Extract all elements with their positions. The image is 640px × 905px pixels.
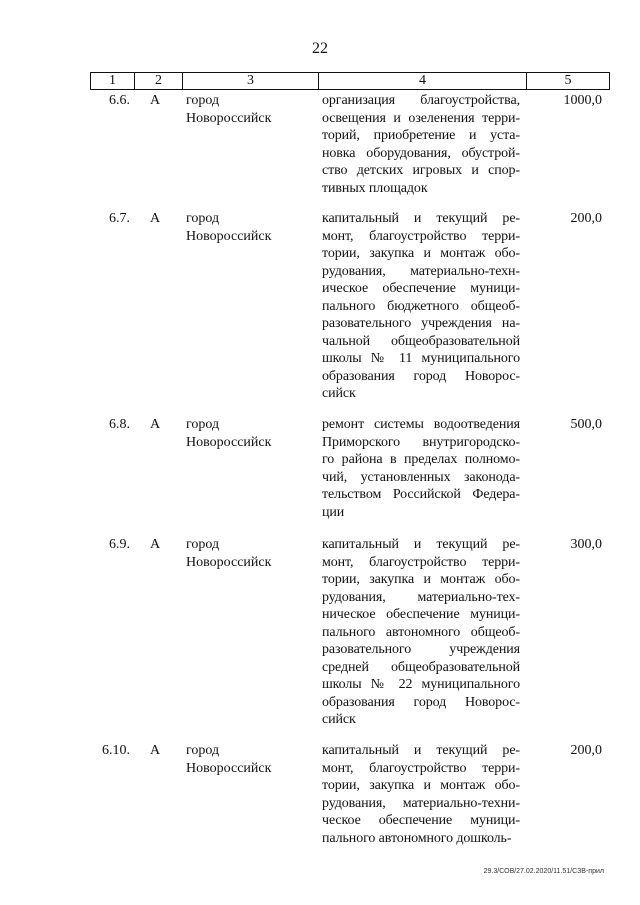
row-description-line: го района в пределах полномо- — [322, 452, 520, 467]
row-category: А — [150, 743, 161, 758]
row-number: 6.7. — [109, 211, 130, 226]
row-description-line: торий, приобретение и уста- — [322, 128, 520, 143]
row-description-line: монт, благоустройство терри- — [322, 554, 520, 570]
row-number: 6.9. — [109, 537, 130, 552]
row-description — [322, 92, 520, 197]
row-place — [186, 742, 306, 777]
row-description-line: разовательного учреждения — [322, 642, 520, 657]
row-place-line: Новороссийск — [186, 554, 272, 570]
row-place-line: город — [186, 93, 220, 108]
header-col-1: 1 — [90, 73, 134, 89]
row-description-line: ческое обеспечение муници- — [322, 813, 520, 828]
row-amount: 200,0 — [570, 211, 602, 226]
row-place — [186, 416, 306, 451]
row-description-line: тории, закупка и монтаж обо- — [322, 246, 520, 261]
row-description-line: капитальный и текущий ре- — [322, 537, 520, 552]
row-description-line: образования город Новорос- — [322, 368, 520, 384]
row-description-line: пального автономного дошколь- — [322, 830, 512, 846]
row-place-line: Новороссийск — [186, 228, 272, 244]
row-place-line: город — [186, 537, 220, 552]
header-col-3: 3 — [182, 73, 318, 89]
row-description-line: освещения и озеленения терри- — [322, 110, 520, 126]
row-description-line: монт, благоустройство терри- — [322, 228, 520, 244]
row-amount: 500,0 — [570, 417, 602, 432]
row-description — [322, 416, 520, 521]
row-description-line: образования город Новорос- — [322, 694, 520, 710]
row-description-line: ции — [322, 504, 345, 520]
row-description — [322, 210, 520, 403]
row-description — [322, 742, 520, 847]
row-description-line: организация благоустройства, — [322, 93, 520, 108]
row-description-line: капитальный и текущий ре- — [322, 743, 520, 758]
row-description-line: средней общеобразовательной — [322, 659, 520, 675]
row-category: А — [150, 537, 161, 552]
row-description-line: чий, установленных законода- — [322, 469, 520, 485]
row-description-line: школы № 22 муниципального — [322, 677, 520, 692]
table-header — [90, 72, 610, 90]
row-place — [186, 536, 306, 571]
row-description-line: сийск — [322, 386, 356, 401]
row-description-line: тории, закупка и монтаж обо- — [322, 572, 520, 587]
row-amount: 200,0 — [570, 743, 602, 758]
row-category: А — [150, 211, 161, 226]
row-description-line: ремонт системы водоотведения — [322, 417, 520, 432]
row-place-line: город — [186, 211, 220, 226]
row-description-line: пального бюджетного общеоб- — [322, 298, 520, 314]
row-description-line: Приморского внутригородско- — [322, 434, 520, 450]
row-description-line: ническое обеспечение муници- — [322, 607, 520, 622]
row-description-line: рудования, материально-техн- — [322, 263, 520, 279]
header-col-4: 4 — [318, 73, 526, 89]
row-description-line: новка оборудования, обустрой- — [322, 145, 520, 161]
row-description-line: пального автономного общеоб- — [322, 624, 520, 640]
header-col-5: 5 — [526, 73, 610, 89]
row-description-line: тивных площадок — [322, 180, 428, 196]
document-code: 29.3/СОВ/27.02.2020/11.51/СЗВ-прил — [483, 868, 604, 875]
row-place — [186, 92, 306, 127]
row-category: А — [150, 417, 161, 432]
row-description-line: ство детских игровых и спор- — [322, 163, 520, 178]
row-category: А — [150, 93, 161, 108]
row-place-line: Новороссийск — [186, 760, 272, 776]
row-description-line: тории, закупка и монтаж обо- — [322, 778, 520, 793]
row-description-line: рудования, материально-тех- — [322, 589, 520, 605]
row-place — [186, 210, 306, 245]
row-description-line: сийск — [322, 712, 356, 727]
row-place-line: Новороссийск — [186, 110, 272, 126]
row-number: 6.8. — [109, 417, 130, 432]
row-description-line: школы № 11 муниципального — [322, 351, 520, 366]
row-number: 6.6. — [109, 93, 130, 108]
row-description-line: монт, благоустройство терри- — [322, 760, 520, 776]
row-amount: 1000,0 — [563, 93, 602, 108]
row-description-line: капитальный и текущий ре- — [322, 211, 520, 226]
row-place-line: город — [186, 743, 220, 758]
row-place-line: Новороссийск — [186, 434, 272, 450]
row-description-line: чальной общеобразовательной — [322, 333, 520, 349]
row-amount: 300,0 — [570, 537, 602, 552]
row-description-line: тельством Российской Федера- — [322, 487, 520, 502]
row-number: 6.10. — [102, 743, 130, 758]
page-number: 22 — [312, 40, 328, 57]
row-description-line: ическое обеспечение муници- — [322, 281, 520, 296]
row-description-line: разовательного учреждения на- — [322, 316, 520, 331]
row-description-line: рудования, материально-техни- — [322, 795, 520, 811]
header-col-2: 2 — [134, 73, 182, 89]
row-place-line: город — [186, 417, 220, 432]
row-description — [322, 536, 520, 729]
